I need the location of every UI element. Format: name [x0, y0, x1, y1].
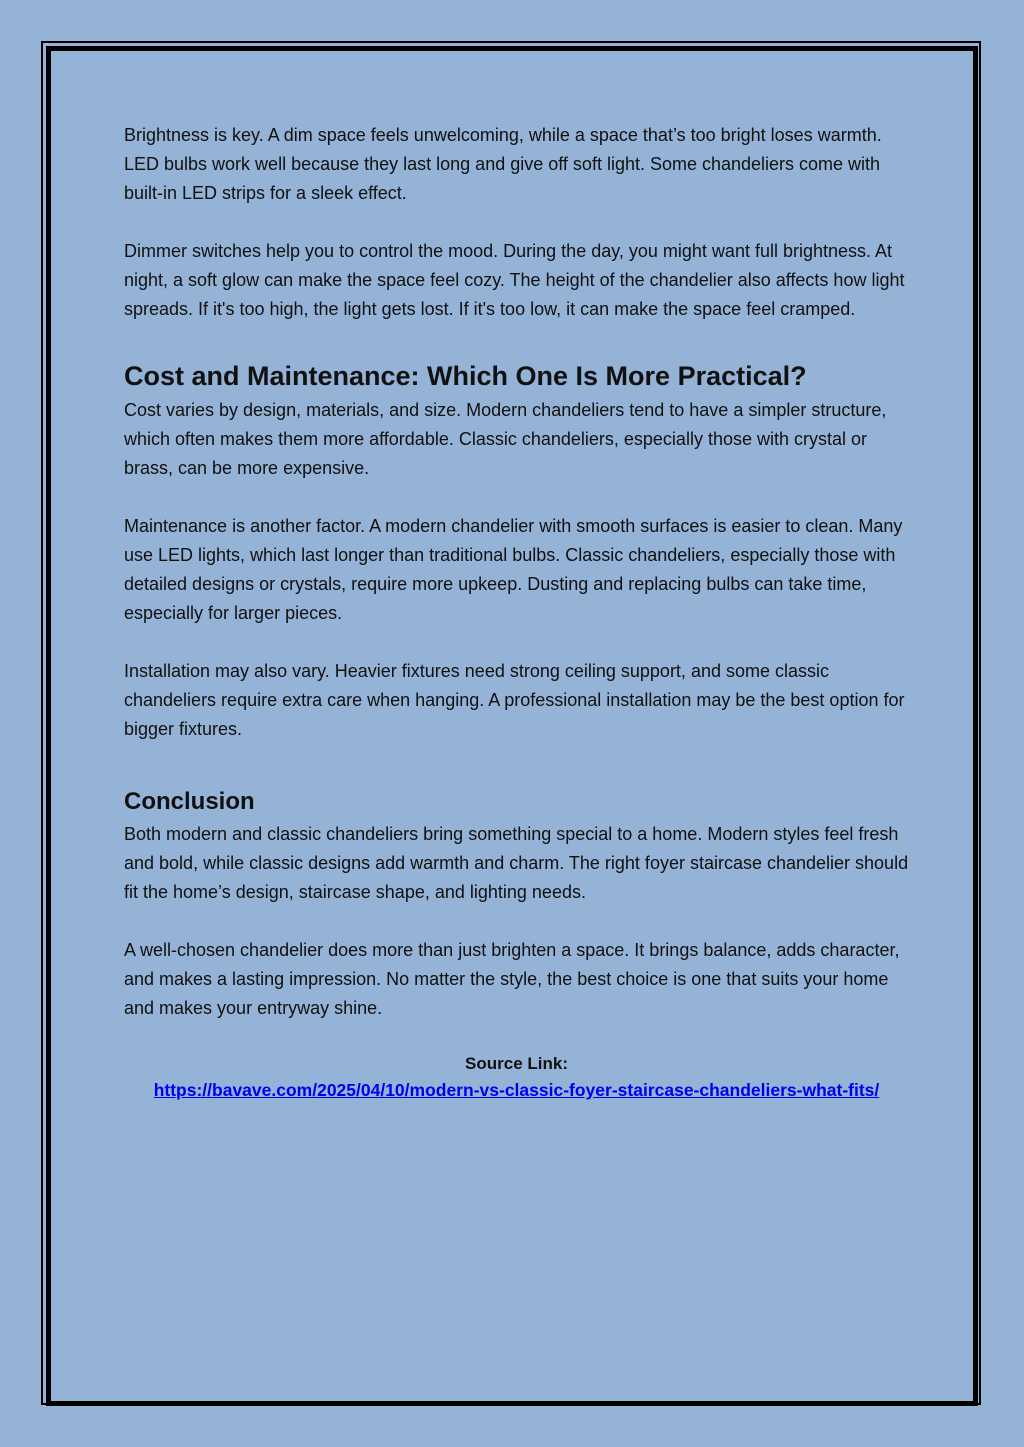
paragraph-spacer	[124, 628, 909, 657]
conclusion-heading: Conclusion	[124, 788, 255, 815]
source-block	[124, 1051, 909, 1103]
source-label: Source Link:	[465, 1054, 568, 1073]
paragraph-maintenance: Maintenance is another factor. A modern chandelier with smooth surfaces is easier to clean. Many use LED lights, which last longer than traditional bulbs. Classic chandeliers, especially those with detailed designs or crystals, require more upkeep. Dusting and replacing bulbs can take time, especially for larger pieces.	[124, 516, 903, 623]
paragraph-spacer	[124, 483, 909, 512]
paragraph-conclusion-1: Both modern and classic chandeliers bring something special to a home. Modern styles feel fresh and bold, while classic designs add warmth and charm. The right foyer staircase chandelier should fit the home’s design, staircase shape, and lighting needs.	[124, 824, 909, 902]
paragraph-spacer	[124, 907, 909, 936]
cost-heading: Cost and Maintenance: Which One Is More Practical?	[124, 361, 807, 391]
document-body	[124, 121, 909, 1103]
paragraph-conclusion-2: A well-chosen chandelier does more than just brighten a space. It brings balance, adds character, and makes a lasting impression. No matter the style, the best choice is one that suits your home and makes your entryway shine.	[124, 940, 900, 1018]
paragraph-brightness: Brightness is key. A dim space feels unwelcoming, while a space that’s too bright loses warmth. LED bulbs work well because they last long and give off soft light. Some chandeliers come with built-in LED strips for a sleek effect.	[124, 125, 882, 203]
paragraph-spacer	[124, 208, 909, 237]
paragraph-dimmer: Dimmer switches help you to control the mood. During the day, you might want full brightness. At night, a soft glow can make the space feel cozy. The height of the chandelier also affects how light spreads. If it's too high, the light gets lost. If it's too low, it can make the space feel cramped.	[124, 241, 905, 319]
paragraph-cost: Cost varies by design, materials, and size. Modern chandeliers tend to have a simpler structure, which often makes them more affordable. Classic chandeliers, especially those with crystal or brass, can be more expensive.	[124, 400, 887, 478]
source-link[interactable]: https://bavave.com/2025/04/10/modern-vs-classic-foyer-staircase-chandeliers-what-fits/	[153, 1080, 880, 1100]
paragraph-installation: Installation may also vary. Heavier fixtures need strong ceiling support, and some classic chandeliers require extra care when hanging. A professional installation may be the best option for bigger fixtures.	[124, 661, 905, 739]
